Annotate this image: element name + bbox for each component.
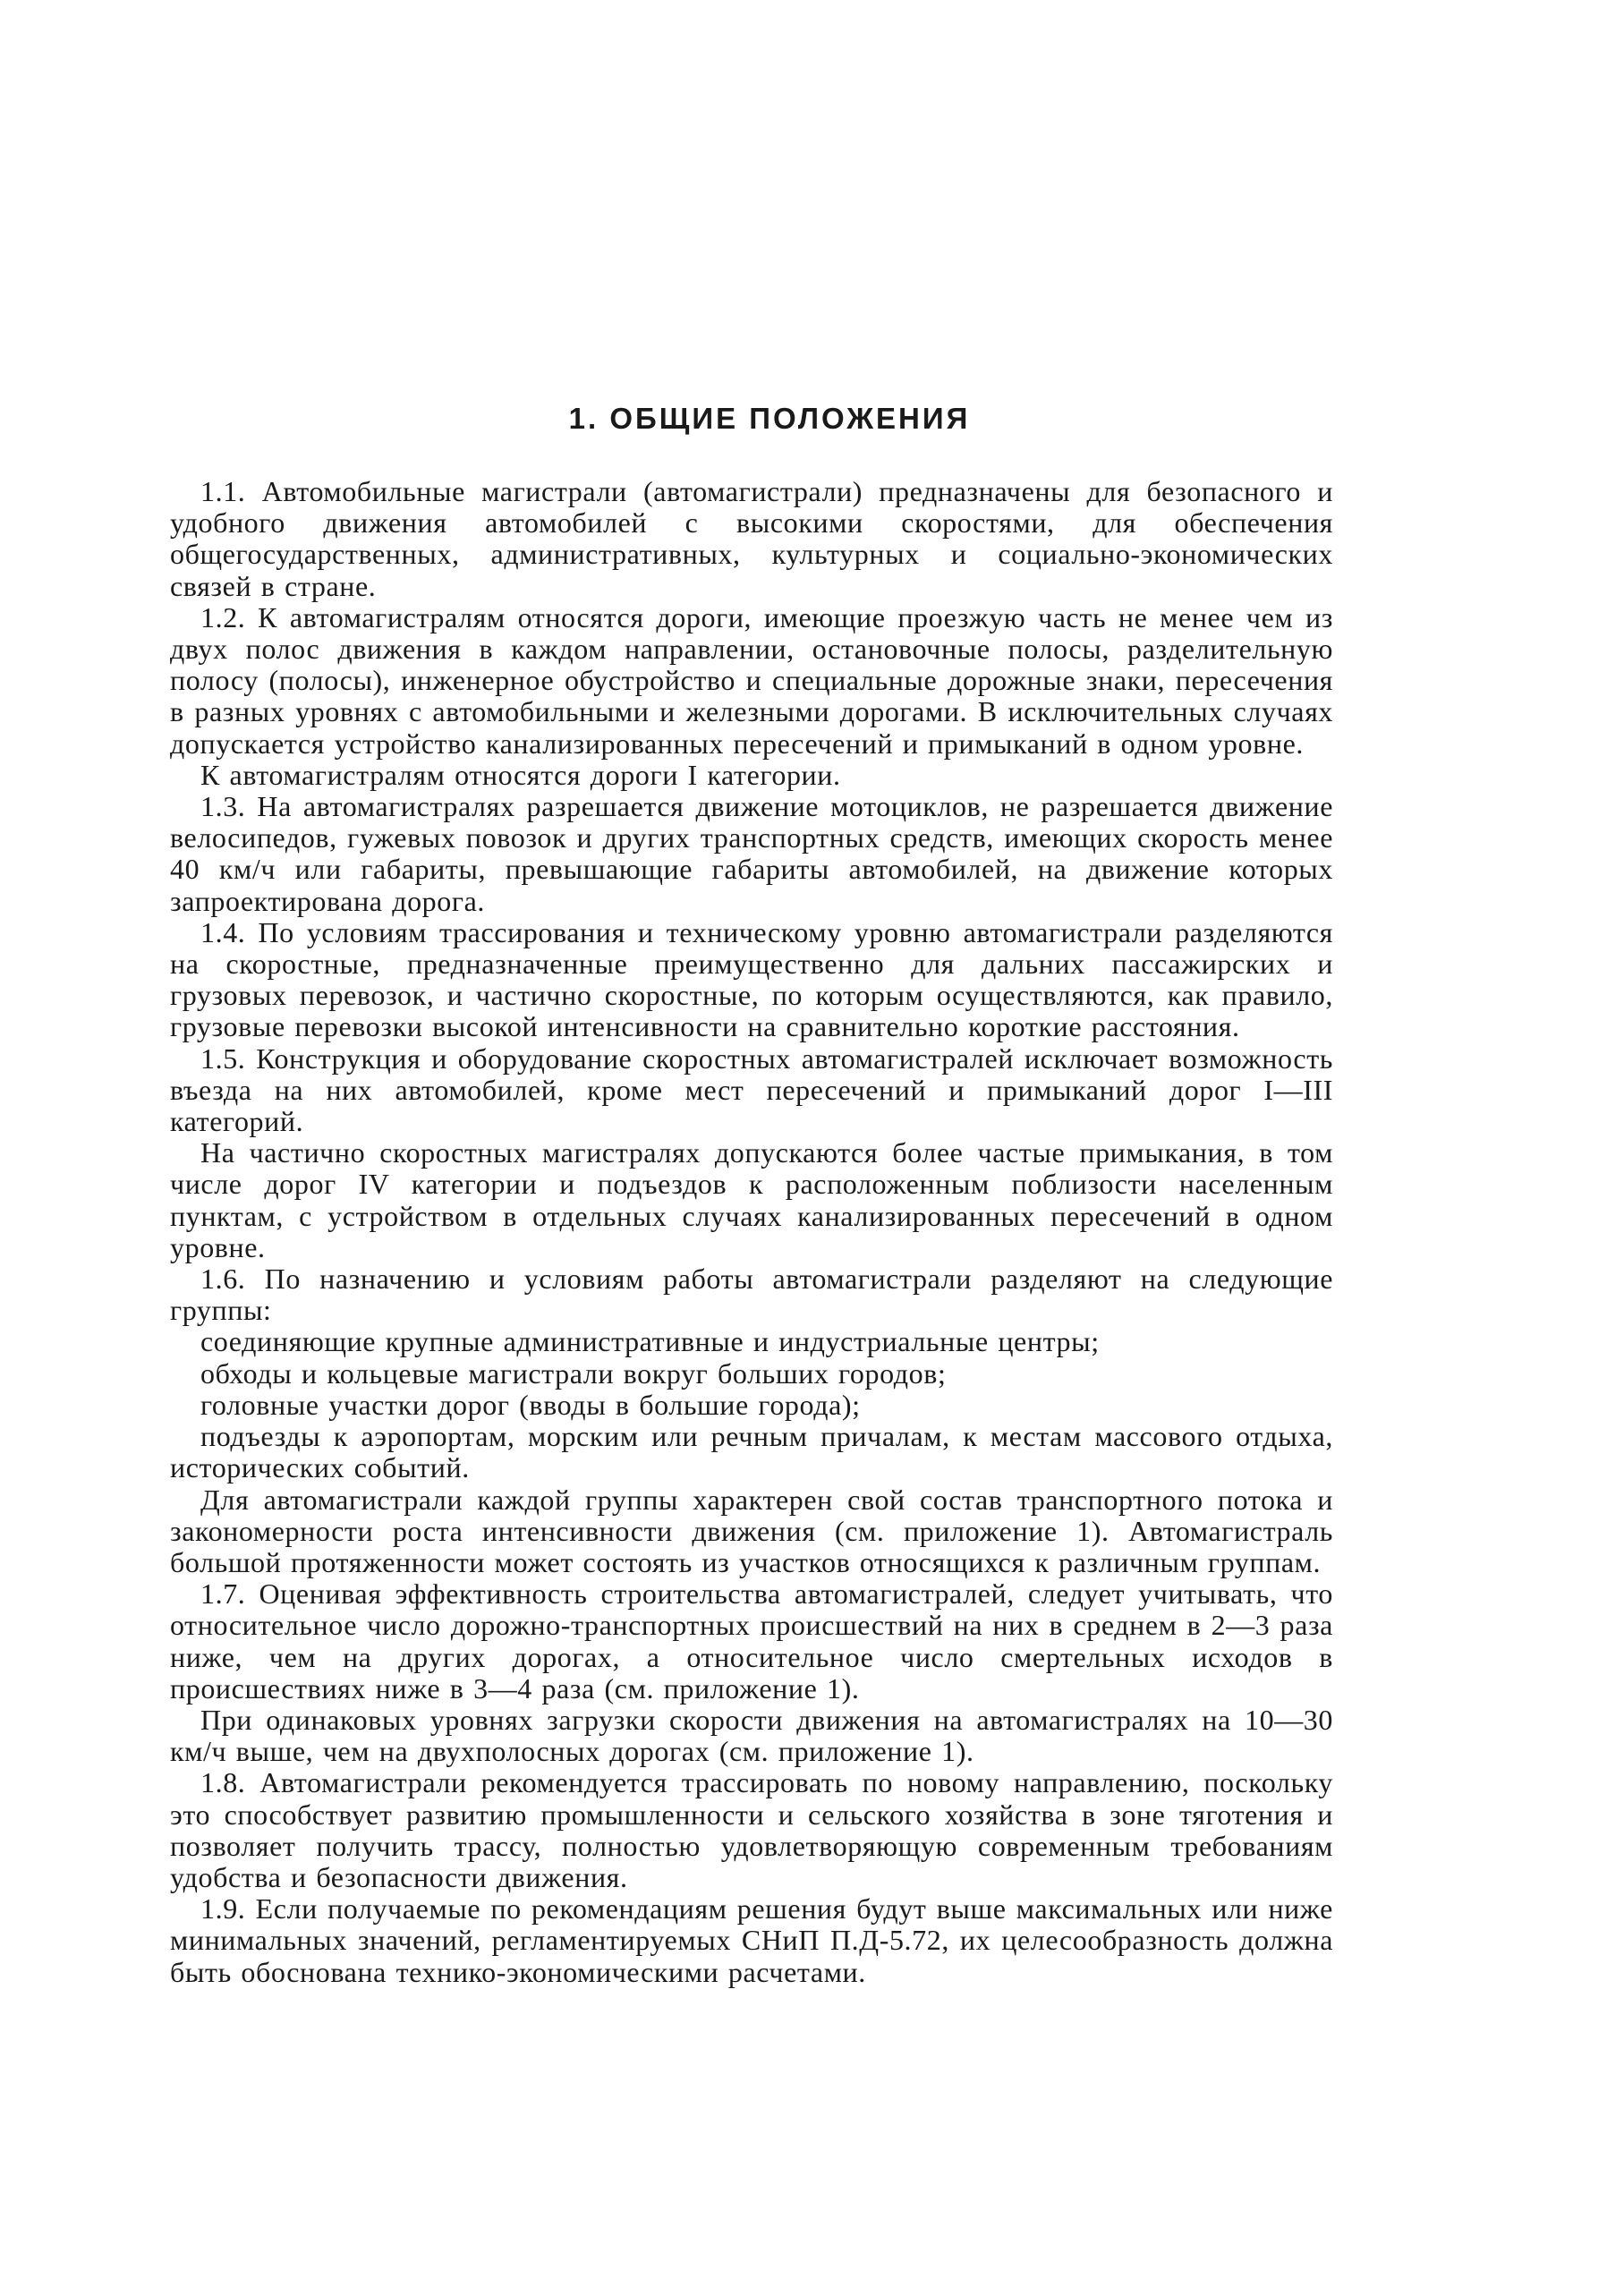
- list-item-group-4: подъезды к аэропортам, морским или речным причалам, к местам массового отдыха, исторических событий.: [170, 1420, 1333, 1484]
- paragraph-1-9: 1.9. Если получаемые по рекомендациям решения будут выше максимальных или ниже минимальных значений, регламентируемых СНиП П.Д-5.72, их целесообразность должна быть обоснована технико-экономическими расчетами.: [170, 1892, 1333, 1988]
- paragraph-1-5: 1.5. Конструкция и оборудование скоростных автомагистралей исключает возможность въезда на них автомобилей, кроме мест пересечений и примыканий дорог I—III категорий.: [170, 1041, 1333, 1138]
- list-item-group-3: головные участки дорог (вводы в большие города);: [200, 1388, 861, 1421]
- document-page: [170, 401, 1333, 1988]
- list-item-group-2: обходы и кольцевые магистрали вокруг больших городов;: [200, 1356, 947, 1390]
- paragraph-1-1: 1.1. Автомобильные магистрали (автомагистрали) предназначены для безопасного и удобного движения автомобилей с высокими скоростями, для обеспечения общегосударственных, административных, культурных и социально-экономических связей в стране.: [170, 475, 1333, 602]
- paragraph-1-6: 1.6. По назначению и условиям работы автомагистрали разделяют на следующие группы:: [170, 1263, 1333, 1327]
- paragraph-1-2: 1.2. К автомагистралям относятся дороги, имеющие проезжую часть не менее чем из двух полос движения в каждом направлении, остановочные полосы, разделительную полосу (полосы), инженерное обустройство и специальные дорожные знаки, пересечения в разных уровнях с автомобильными и железными дорогами. В исключительных случаях допускается устройство канализированных пересечений и примыканий в одном уровне.: [170, 600, 1333, 760]
- paragraph-1-4: 1.4. По условиям трассирования и техническому уровню автомагистрали разделяются на скоростные, предназначенные преимущественно для дальних пассажирских и грузовых перевозок, и частично скоростные, по которым осуществляются, как правило, грузовые перевозки высокой интенсивности на сравнительно короткие расстояния.: [170, 915, 1333, 1043]
- paragraph-1-7-note: При одинаковых уровнях загрузки скорости движения на автомагистралях на 10—30 км/ч выше, чем на двухполосных дорогах (см. приложение 1).: [170, 1703, 1333, 1768]
- paragraph-1-3: 1.3. На автомагистралях разрешается движение мотоциклов, не разрешается движение велосипедов, гужевых повозок и других транспортных средств, имеющих скорость менее 40 км/ч или габариты, превышающие габариты автомобилей, на движение которых запроектирована дорога.: [170, 790, 1333, 917]
- paragraph-1-5-note: На частично скоростных магистралях допускаются более частые примыкания, в том числе дорог IV категории и подъездов к расположенным поблизости населенным пунктам, с устройством в отдельных случаях канализированных пересечений в одном уровне.: [170, 1136, 1333, 1263]
- list-item-group-1: соединяющие крупные административные и индустриальные центры;: [200, 1325, 1100, 1358]
- paragraph-1-8: 1.8. Автомагистрали рекомендуется трассировать по новому направлению, поскольку это способствует развитию промышленности и сельского хозяйства в зоне тяготения и позволяет получить трассу, полностью удовлетворяющую современным требованиям удобства и безопасности движения.: [170, 1766, 1333, 1893]
- paragraph-1-6-note: Для автомагистрали каждой группы характерен свой состав транспортного потока и закономерности роста интенсивности движения (см. приложение 1). Автомагистраль большой протяженности может состоять из участков относящихся к различным группам.: [170, 1483, 1333, 1578]
- paragraph-1-7: 1.7. Оценивая эффективность строительства автомагистралей, следует учитывать, что относительное число дорожно-транспортных происшествий на них в среднем в 2—3 раза ниже, чем на других дорогах, а относительное число смертельных исходов в происшествиях ниже в 3—4 раза (см. приложение 1).: [170, 1577, 1333, 1705]
- section-heading: 1. ОБЩИЕ ПОЛОЖЕНИЯ: [568, 402, 971, 435]
- paragraph-1-2-note: К автомагистралям относятся дороги I категории.: [200, 758, 841, 791]
